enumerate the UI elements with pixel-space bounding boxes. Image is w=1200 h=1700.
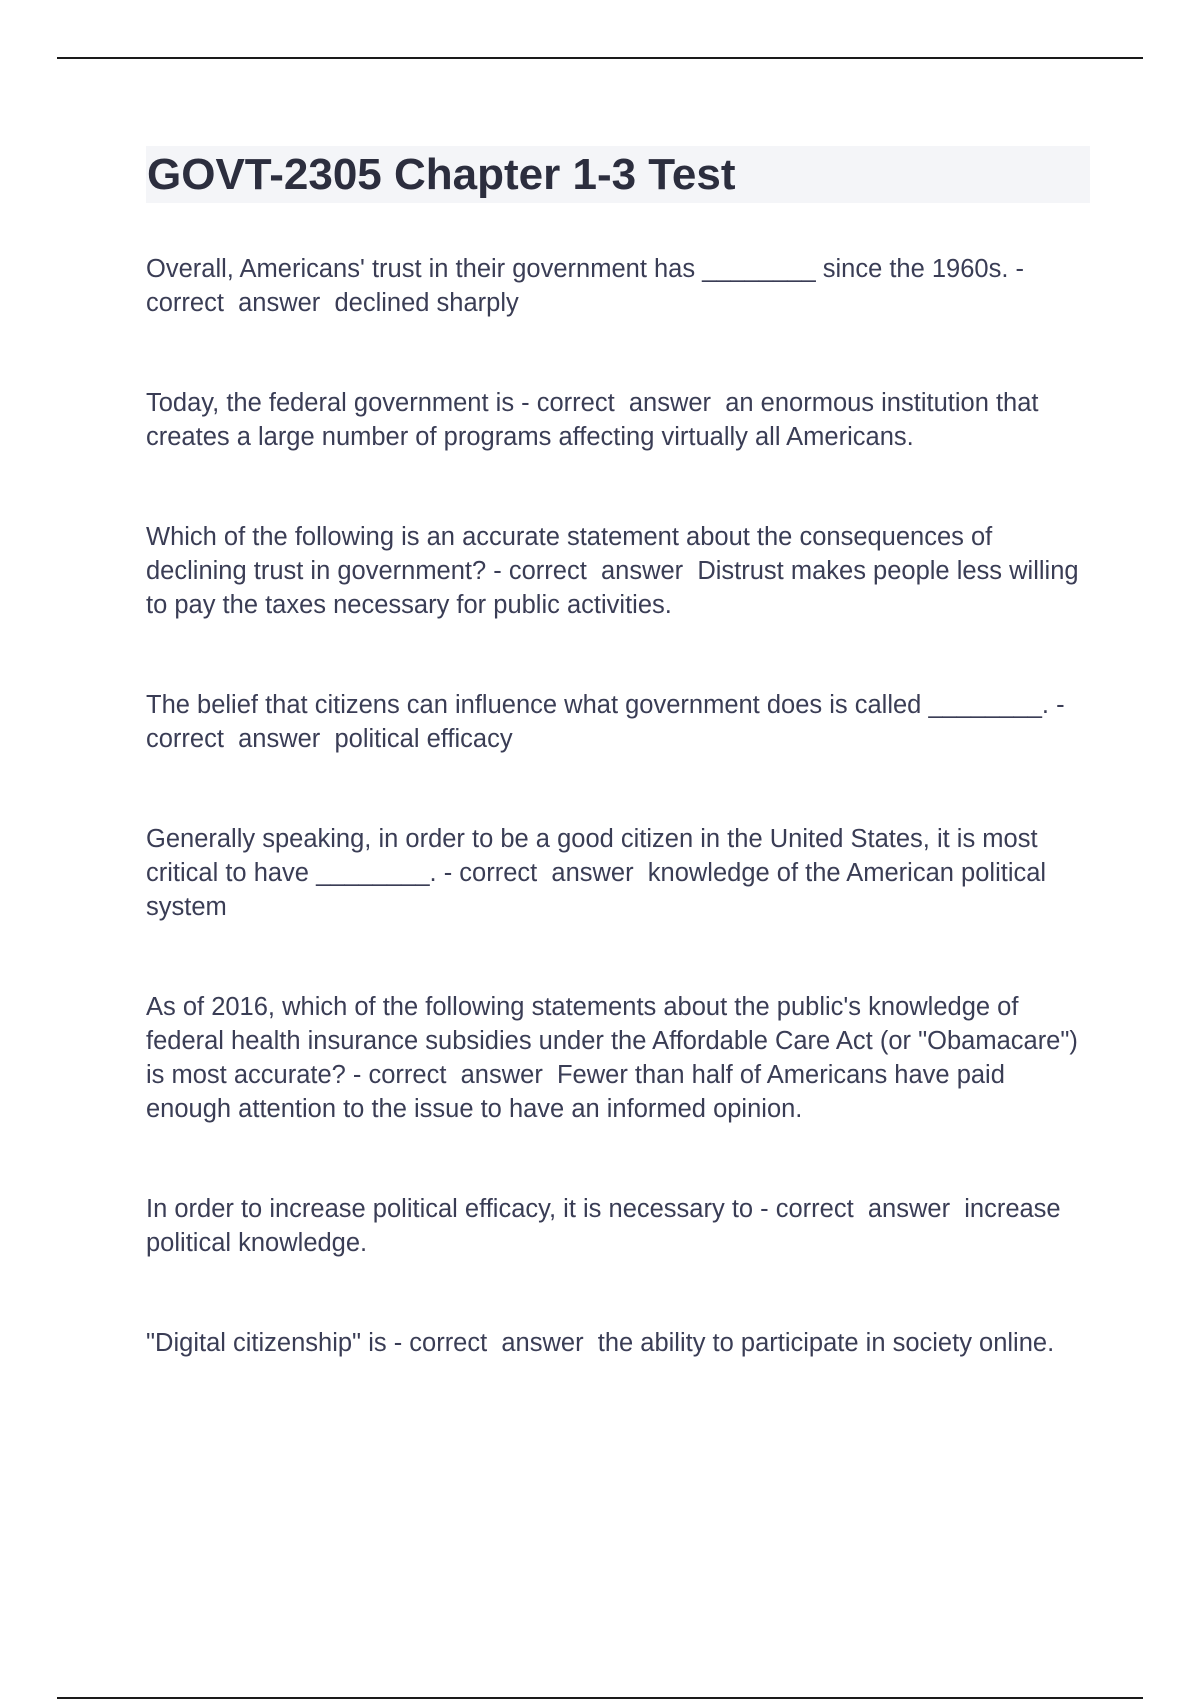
answer-text: an enormous institution that creates a large number of programs affecting virtually all Americans. xyxy=(146,389,1039,451)
qa-item-1 xyxy=(146,252,1090,320)
answer-separator: - correct answer xyxy=(146,255,1032,317)
question-text: As of 2016, which of the following statements about the public's knowledge of federal health insurance subsidies under the Affordable Care Act (or "Obamacare") is most accurate? xyxy=(146,993,1078,1089)
document-title: GOVT-2305 Chapter 1-3 Test xyxy=(147,149,736,199)
answer-text: Fewer than half of Americans have paid enough attention to the issue to have an informed opinion. xyxy=(146,1061,1005,1123)
answer-separator: - correct answer xyxy=(345,1061,557,1089)
question-text: Generally speaking, in order to be a good citizen in the United States, it is most critical to have ________. xyxy=(146,825,1038,887)
qa-item-3 xyxy=(146,520,1090,622)
qa-item-2 xyxy=(146,386,1090,454)
question-text: Which of the following is an accurate statement about the consequences of declining trust in government? xyxy=(146,523,993,585)
qa-item-8 xyxy=(146,1326,1090,1360)
answer-text: declined sharply xyxy=(334,289,519,317)
answer-text: political efficacy xyxy=(334,725,513,753)
answer-separator: - correct answer xyxy=(514,389,726,417)
question-text: Overall, Americans' trust in their government has ________ since the 1960s. xyxy=(146,255,1009,283)
answer-text: increase political knowledge. xyxy=(146,1195,1061,1257)
answer-separator: - correct answer xyxy=(146,691,1072,753)
answer-separator: - correct answer xyxy=(436,859,648,887)
answer-separator: - correct answer xyxy=(753,1195,965,1223)
bottom-rule xyxy=(57,1697,1143,1699)
question-text: In order to increase political efficacy, it is necessary to xyxy=(146,1195,754,1223)
top-rule xyxy=(57,57,1143,59)
question-text: "Digital citizenship" is xyxy=(146,1329,387,1357)
answer-separator: - correct answer xyxy=(386,1329,598,1357)
qa-item-7 xyxy=(146,1192,1090,1260)
answer-text: knowledge of the American political system xyxy=(146,859,1047,921)
answer-separator: - correct answer xyxy=(486,557,698,585)
qa-item-5 xyxy=(146,822,1090,924)
qa-item-4 xyxy=(146,688,1090,756)
title-bar xyxy=(146,146,1090,203)
answer-text: Distrust makes people less willing to pay the taxes necessary for public activities. xyxy=(146,557,1079,619)
document-body xyxy=(146,146,1090,1426)
question-text: Today, the federal government is xyxy=(146,389,515,417)
question-text: The belief that citizens can influence what government does is called ________. xyxy=(146,691,1049,719)
qa-item-6 xyxy=(146,990,1090,1126)
answer-text: the ability to participate in society online. xyxy=(597,1329,1055,1357)
